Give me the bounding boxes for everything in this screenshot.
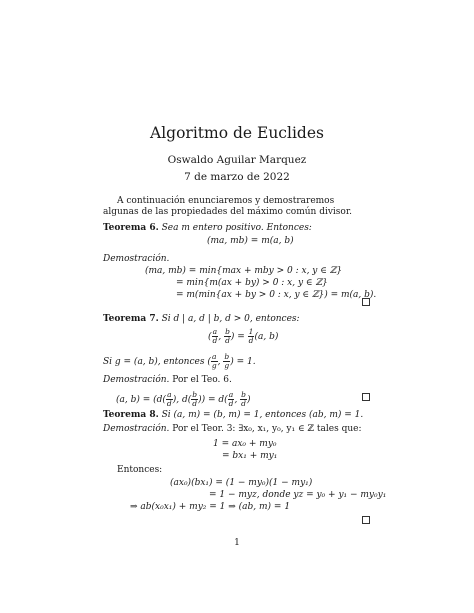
theorem-8-statement: Si (a, m) = (b, m) = 1, entonces (ab, m) = 1. [161,410,364,420]
entonces-label: Entonces: [117,465,163,475]
paper-date: 7 de marzo de 2022 [184,171,290,183]
theorem-7-proof-label: Demostración. [103,375,170,385]
theorem-7-proof-text: Por el Teo. 6. [172,375,232,385]
theorem-8-proof [103,424,362,435]
theorem-8-proof-label: Demostración. [103,424,170,434]
qed-box-2 [362,393,370,401]
theorem-7-proof-equation: (a, b) = (d( $\frac{a}{d}$ ), d( $\frac{b}{d}$ )) = d( $\frac{a}{d}$ , $\frac{b}{d}$ ) [116,390,251,408]
theorem-6-proof-line-1: (ma, mb) = min{max + mby > 0 : x, y ∈ ℤ} [145,266,343,276]
theorem-7-equation: ( $\frac{a}{d}$ , $\frac{b}{d}$ ) = $\frac{1}{d}$ (a, b) [208,327,279,345]
theorem-8-proof-text: Por el Teor. 3: ∃x₀, x₁, y₀, y₁ ∈ ℤ tales que: [172,424,362,434]
theorem-6-proof-line-3: = m(min{ax + by > 0 : x, y ∈ ℤ}) = m(a, b). [176,290,377,300]
paper-title: Algoritmo de Euclides [150,124,324,142]
theorem-7-statement: Si d | a, d | b, d > 0, entonces: [161,314,300,324]
theorem-8 [103,410,363,421]
page-number: 1 [234,538,240,548]
theorem-6-proof-line-2: = min{m(ax + by) > 0 : x, y ∈ ℤ} [176,278,328,288]
theorem-6 [103,223,312,234]
theorem-6-statement: Sea m entero positivo. Entonces: [161,223,312,233]
theorem-8-eq-4: = 1 − myz, donde yz = y₀ + y₁ − my₀y₁ [209,490,387,500]
theorem-8-eq-2: = bx₁ + my₁ [222,451,278,461]
qed-box-3 [362,516,370,524]
paper-author: Oswaldo Aguilar Marquez [167,154,307,166]
qed-box-1 [362,298,370,306]
theorem-7-proof [103,375,232,386]
theorem-7-corollary: Si g = (a, b), entonces ( $\frac{a}{g}$ , $\frac{b}{g}$ ) = 1. [103,352,256,370]
theorem-7 [103,314,300,325]
intro-paragraph: A continuación enunciaremos y demostraremos algunas de las propiedades del máximo común divisor. [103,196,353,217]
theorem-8-eq-1: 1 = ax₀ + my₀ [213,439,277,449]
theorem-8-eq-3: (ax₀)(bx₁) = (1 − my₀)(1 − my₁) [170,478,313,488]
theorem-6-label: Teorema 6. [103,223,159,233]
theorem-7-label: Teorema 7. [103,314,159,324]
theorem-6-equation: (ma, mb) = m(a, b) [207,236,294,246]
theorem-8-label: Teorema 8. [103,410,159,420]
theorem-8-eq-5: ⇒ ab(x₀x₁) + my₂ = 1 ⇒ (ab, m) = 1 [130,502,291,512]
theorem-6-proof-label: Demostración. [103,254,170,264]
